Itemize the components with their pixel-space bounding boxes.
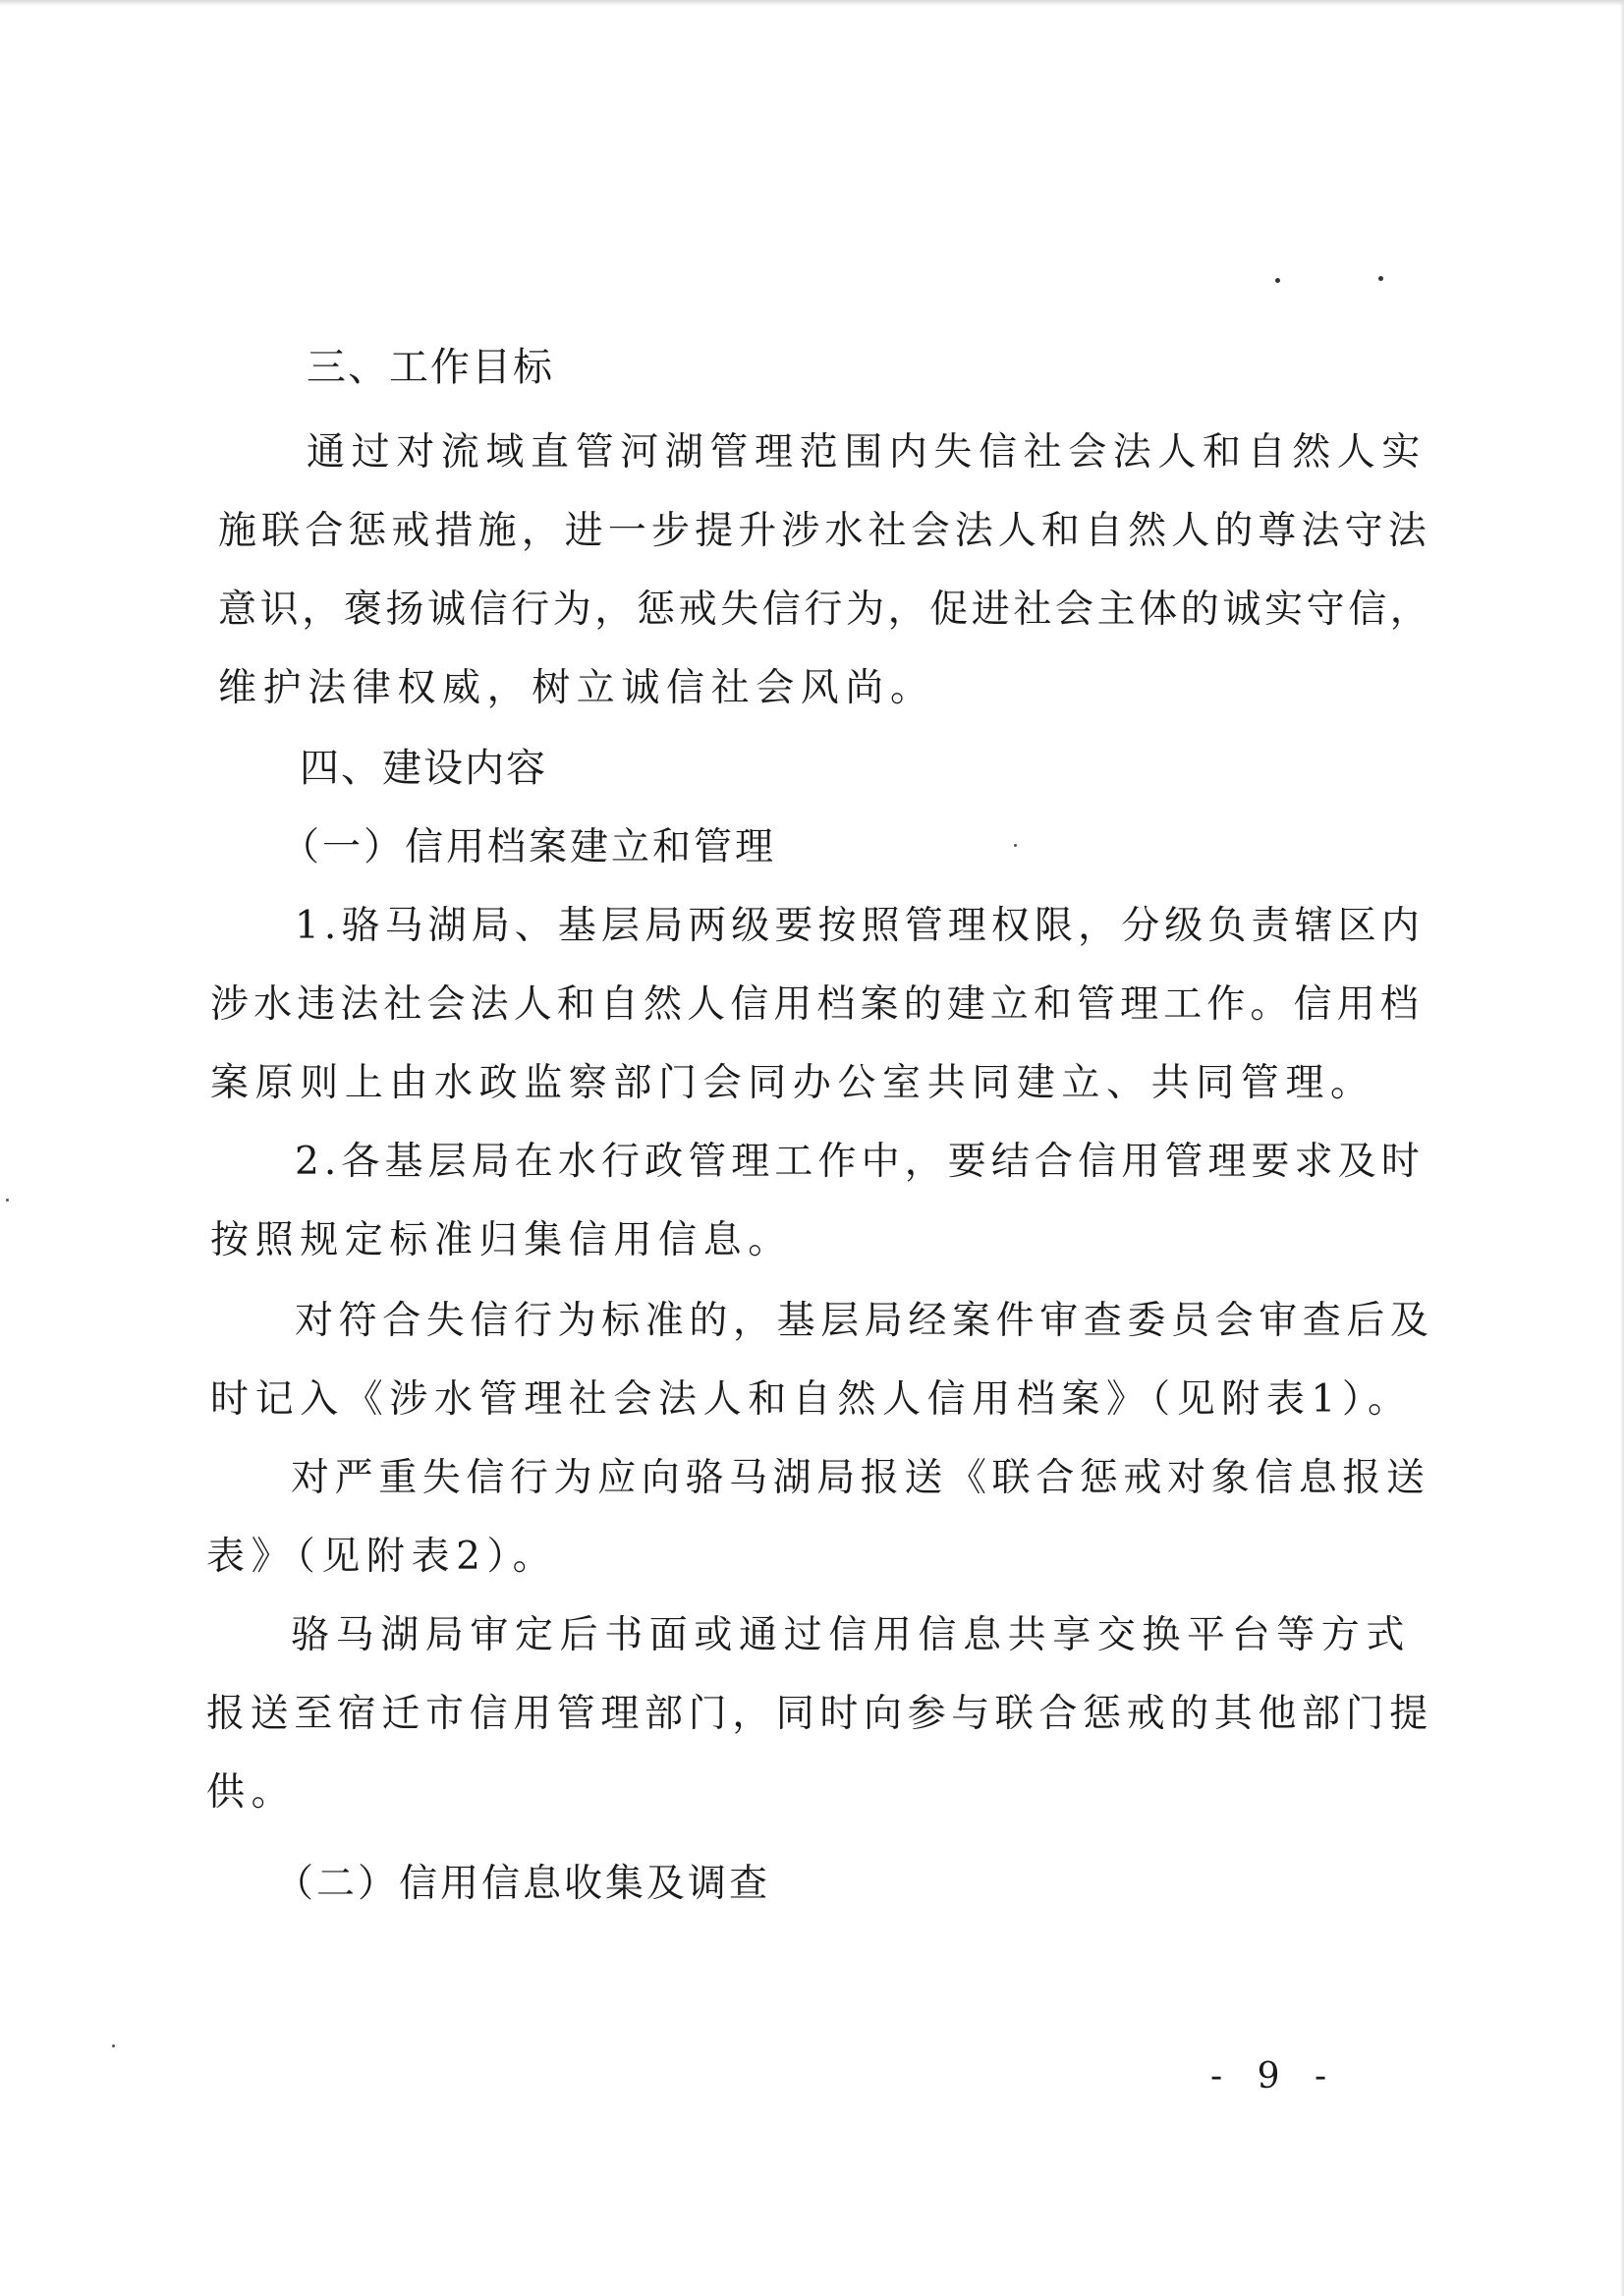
paragraph-line: 维护法律权威，树立诚信社会风尚。 <box>218 666 935 710</box>
page-number: - 9 - <box>1210 2056 1339 2097</box>
scan-speck <box>6 1199 9 1202</box>
paragraph-line: 表》（见附表2）。 <box>206 1535 558 1579</box>
sub-heading-credit-info: （二）信用信息收集及调查 <box>275 1862 771 1906</box>
section-heading-content: 四、建设内容 <box>300 746 547 791</box>
scan-speck <box>1014 844 1017 847</box>
paragraph-line: 案原则上由水政监察部门会同办公室共同建立、共同管理。 <box>210 1061 1375 1105</box>
paragraph-line: 施联合惩戒措施，进一步提升涉水社会法人和自然人的尊法守法 <box>218 509 1431 553</box>
paragraph-line: 意识，褒扬诚信行为，惩戒失信行为，促进社会主体的诚实守信， <box>218 588 1432 632</box>
scan-speck <box>1378 276 1383 281</box>
sub-heading-credit-archive: （一）信用档案建立和管理 <box>281 825 777 869</box>
scan-edge-top <box>0 0 1624 6</box>
scan-speck <box>112 2044 115 2047</box>
section-heading-goals: 三、工作目标 <box>307 345 554 390</box>
scan-edge-right <box>1620 0 1624 2296</box>
scan-speck <box>1275 278 1280 283</box>
paragraph-line: 对严重失信行为应向骆马湖局报送《联合惩戒对象信息报送 <box>291 1456 1430 1500</box>
paragraph-line: 1.骆马湖局、基层局两级要按照管理权限，分级负责辖区内 <box>295 904 1425 948</box>
paragraph-line: 报送至宿迁市信用管理部门，同时向参与联合惩戒的其他部门提 <box>206 1692 1433 1736</box>
paragraph-line: 通过对流域直管河湖管理范围内失信社会法人和自然人实 <box>307 430 1428 475</box>
paragraph-line: 骆马湖局审定后书面或通过信用信息共享交换平台等方式 <box>291 1613 1412 1657</box>
paragraph-line: 供。 <box>206 1770 297 1815</box>
paragraph-line: 涉水违法社会法人和自然人信用档案的建立和管理工作。信用档 <box>210 982 1424 1027</box>
paragraph-line: 按照规定标准归集信用信息。 <box>210 1218 793 1262</box>
paragraph-line: 时记入《涉水管理社会法人和自然人信用档案》（见附表1）。 <box>210 1377 1413 1422</box>
paragraph-line: 2.各基层局在水行政管理工作中，要结合信用管理要求及时 <box>295 1140 1425 1184</box>
paragraph-line: 对符合失信行为标准的，基层局经案件审查委员会审查后及 <box>295 1299 1434 1343</box>
